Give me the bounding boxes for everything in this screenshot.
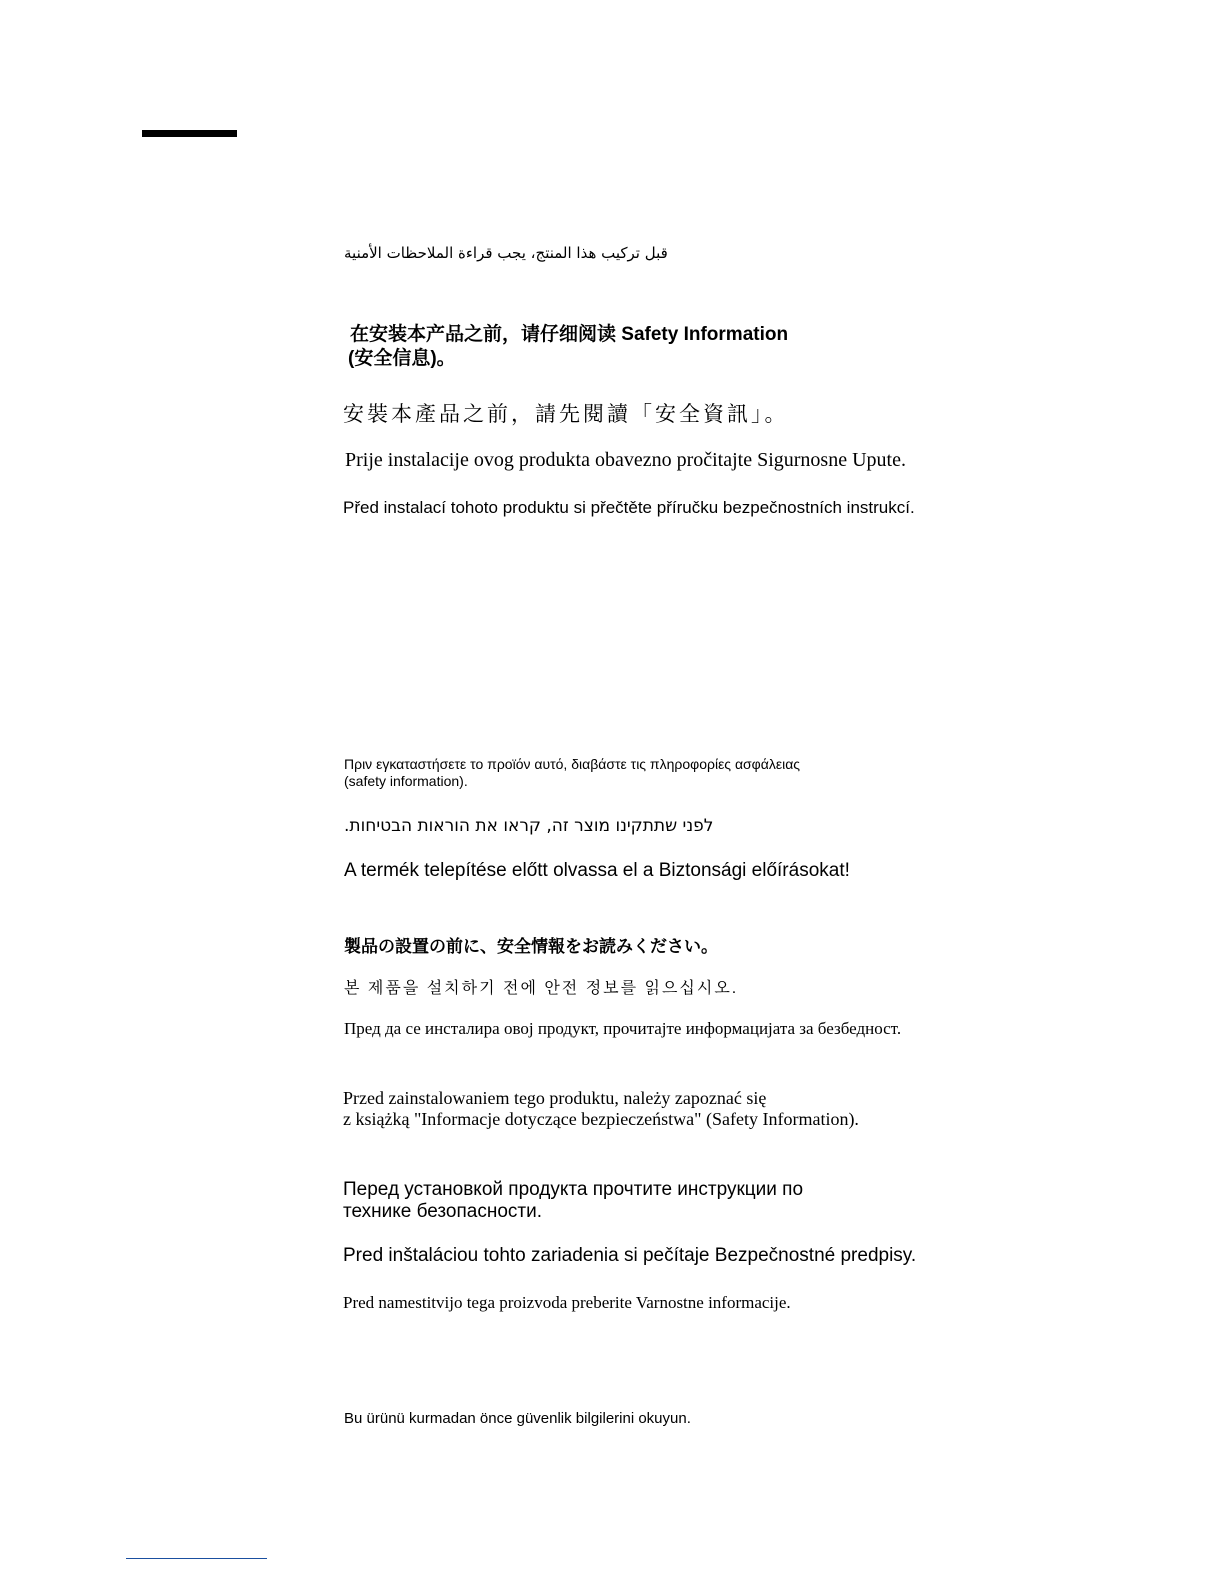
notice-macedonian: Пред да се инсталира овој продукт, прочитајте информацијата за безбедност. [344,1019,902,1038]
notice-japanese: 製品の設置の前に、安全情報をお読みください。 [344,937,718,956]
notice-czech: Před instalací tohoto produktu si přečtěte příručku bezpečnostních instrukcí. [343,498,915,517]
notice-polish-line1: Przed zainstalowaniem tego produktu, należy zapoznać się [343,1088,767,1108]
notice-slovak: Pred inštaláciou tohto zariadenia si pečítaje Bezpečnostné predpisy. [343,1245,917,1266]
notice-greek-line1: Πριν εγκαταστήσετε το προϊόν αυτό, διαβάστε τις πληροφορίες ασφάλειας [344,756,801,772]
footer-rule [126,1558,267,1559]
notice-polish-line2: z książką "Informacje dotyczące bezpieczeństwa" (Safety Information). [343,1109,859,1129]
notice-chinese-simplified-line1: 在安装本产品之前，请仔细阅读 Safety Information [350,324,789,345]
notice-greek-line2: (safety information). [344,773,468,789]
notice-hebrew: לפני שתתקינו מוצר זה, קראו את הוראות הבטיחות. [344,816,714,836]
notice-hungarian: A termék telepítése előtt olvassa el a Biztonsági előírásokat! [344,860,850,881]
notice-korean: 본 제품을 설치하기 전에 안전 정보를 읽으십시오. [344,980,739,997]
header-rule [142,130,237,137]
notice-slovenian: Pred namestitvijo tega proizvoda preberite Varnostne informacije. [343,1293,791,1312]
notice-chinese-simplified-line2: (安全信息)。 [348,348,456,369]
notice-chinese-traditional: 安裝本產品之前，請先閱讀「安全資訊」。 [343,402,789,426]
notice-arabic: قبل تركيب هذا المنتج، يجب قراءة الملاحظات الأمنية [344,244,668,262]
notice-croatian: Prije instalacije ovog produkta obavezno pročitajte Sigurnosne Upute. [345,449,906,471]
notice-russian-line2: технике безопасности. [343,1201,543,1222]
notice-russian-line1: Перед установкой продукта прочтите инструкции по [343,1179,804,1200]
notice-turkish: Bu ürünü kurmadan önce güvenlik bilgilerini okuyun. [344,1410,691,1427]
